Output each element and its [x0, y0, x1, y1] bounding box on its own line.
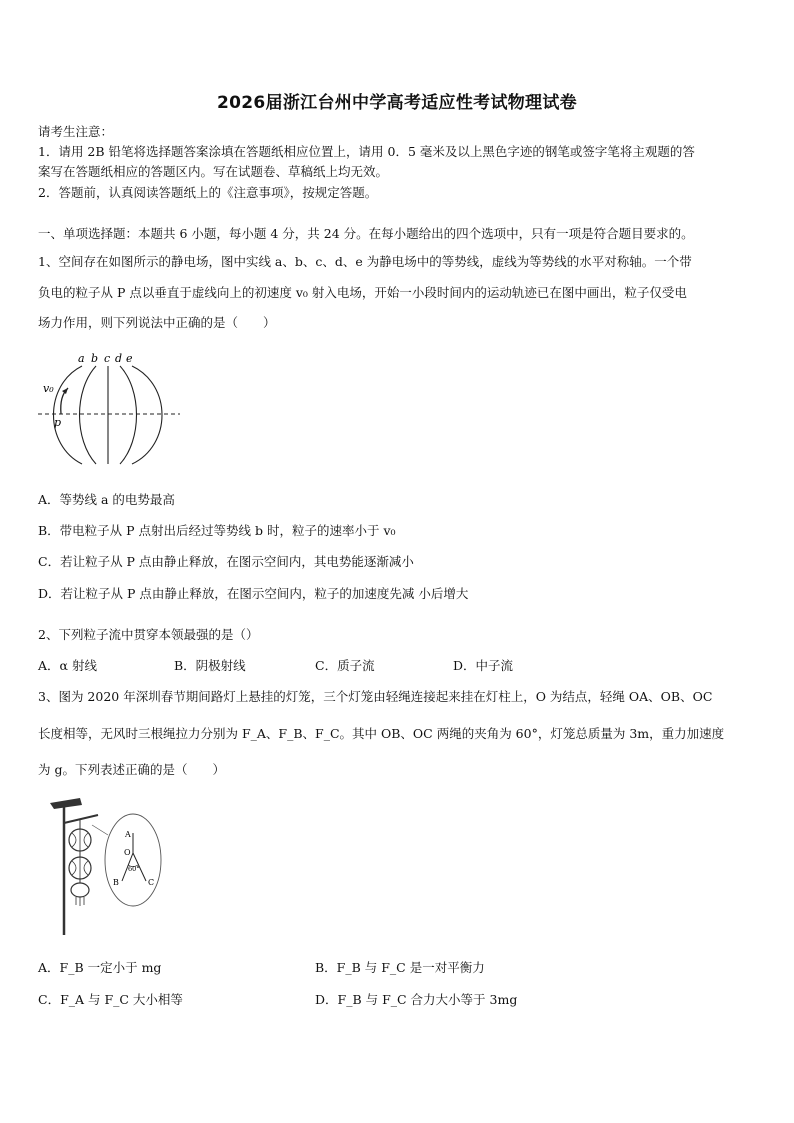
q1-option-d: D．若让粒子从 P 点由静止释放，在图示空间内，粒子的加速度先减 小后增大 — [38, 586, 469, 601]
label-d: d — [115, 352, 123, 365]
inset-label-angle: 60° — [128, 865, 140, 873]
notice-item-1-line-1: 1．请用 2B 铅笔将选择题答案涂填在答题纸相应位置上，请用 0．5 毫米及以上黑色字迹的钢笔或签字笔将主观题的答 — [38, 144, 695, 159]
inset-label-a: A — [125, 830, 131, 839]
inset-label-c: C — [148, 878, 155, 887]
q2-option-a: A．α 射线 — [38, 658, 97, 673]
section-1-header: 一、单项选择题：本题共 6 小题，每小题 4 分，共 24 分。在每小题给出的四个选项中，只有一项是符合题目要求的。 — [38, 226, 694, 241]
inset-label-b: B — [113, 878, 119, 887]
label-c: c — [104, 352, 111, 365]
trajectory-arrow-icon — [62, 388, 68, 394]
q3-stem-line-2: 长度相等，无风时三根绳拉力分别为 F_A、F_B、F_C。其中 OB、OC 两绳的夹角为 60°，灯笼总质量为 3m，重力加速度 — [38, 726, 725, 741]
q1-stem-line-3: 场力作用，则下列说法中正确的是（ ） — [38, 315, 276, 330]
q1-stem-line-1: 1、空间存在如图所示的静电场，图中实线 a、b、c、d、e 为静电场中的等势线，虚线为等势线的水平对称轴。一个带 — [38, 254, 692, 269]
inset-label-o: O — [124, 848, 131, 857]
q2-option-d: D．中子流 — [453, 658, 514, 673]
label-e: e — [126, 352, 133, 365]
label-v0: v₀ — [43, 382, 54, 395]
q3-option-d: D．F_B 与 F_C 合力大小等于 3mg — [315, 992, 518, 1007]
label-b: b — [91, 352, 99, 365]
q1-option-c: C．若让粒子从 P 点由静止释放，在图示空间内，其电势能逐渐减小 — [38, 554, 414, 569]
q3-stem-line-3: 为 g。下列表述正确的是（ ） — [38, 762, 225, 777]
equipotential-a — [54, 366, 83, 464]
q2-option-b: B．阴极射线 — [174, 658, 246, 673]
equipotential-b — [80, 366, 97, 464]
notice-item-1-line-2: 案写在答题纸相应的答题区内。写在试题卷、草稿纸上均无效。 — [38, 164, 389, 179]
notice-item-2: 2．答题前，认真阅读答题纸上的《注意事项》，按规定答题。 — [38, 185, 378, 200]
q2-option-c: C．质子流 — [315, 658, 375, 673]
q1-stem-line-2: 负电的粒子从 P 点以垂直于虚线向上的初速度 v₀ 射入电场，开始一小段时间内的运动轨迹已在图中画出，粒子仅受电 — [38, 285, 687, 300]
q1-equipotential-figure — [34, 350, 184, 470]
label-p: p — [54, 416, 62, 429]
notice-heading: 请考生注意： — [38, 124, 114, 139]
q3-option-a: A．F_B 一定小于 mg — [38, 960, 162, 975]
inset-ellipse — [105, 814, 161, 906]
page-title: 2026届浙江台州中学高考适应性考试物理试卷 — [217, 93, 577, 113]
label-a: a — [78, 352, 85, 365]
q1-option-a: A．等势线 a 的电势最高 — [38, 492, 175, 507]
q3-stem-line-1: 3、图为 2020 年深圳春节期间路灯上悬挂的灯笼，三个灯笼由轻绳连接起来挂在灯柱上，O 为结点，轻绳 OA、OB、OC — [38, 689, 713, 704]
q3-option-b: B．F_B 与 F_C 是一对平衡力 — [315, 960, 485, 975]
lamp-head-icon — [50, 798, 82, 809]
q2-stem: 2、下列粒子流中贯穿本领最强的是（） — [38, 627, 259, 642]
lamp-arm — [64, 815, 98, 823]
q3-lantern-figure — [40, 795, 170, 940]
equipotential-d — [120, 366, 137, 464]
q3-option-c: C．F_A 与 F_C 大小相等 — [38, 992, 183, 1007]
lantern-bottom-icon — [71, 883, 89, 897]
q1-option-b: B．带电粒子从 P 点射出后经过等势线 b 时，粒子的速率小于 v₀ — [38, 523, 396, 538]
